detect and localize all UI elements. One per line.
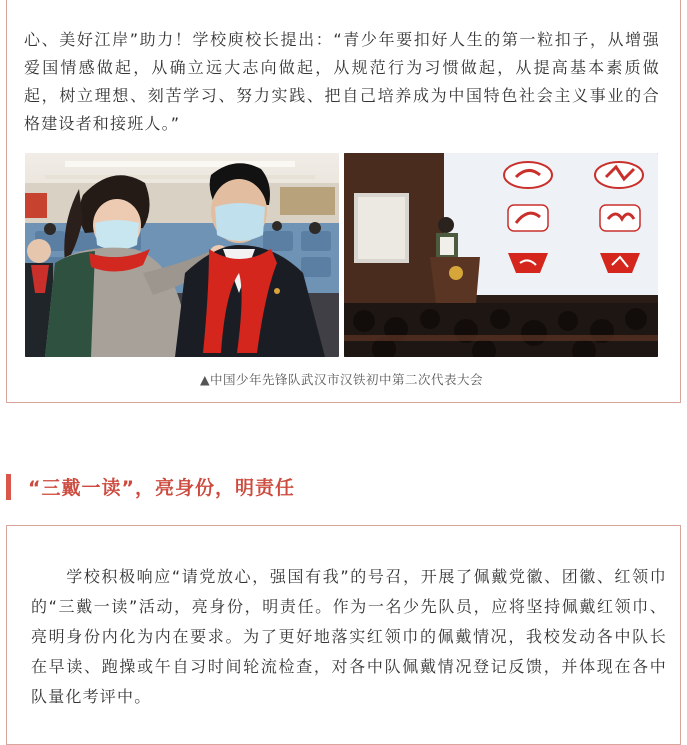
photo-caption: ▲中国少年先锋队武汉市汉铁初中第二次代表大会 <box>199 372 484 387</box>
photo-red-scarf-ceremony-image <box>25 153 339 357</box>
intro-paragraph: 心、美好江岸”助力！学校庾校长提出：“青少年要扣好人生的第一粒扣子，从增强爱国情感做起，从确立远大志向做起，从规范行为习惯做起，从提高基本素质做起，树立理想、刻苦学习、努力实践、把自己培养成为中国特色社会主义事业的合格建设者和接班人。” <box>24 30 660 133</box>
photo-assembly-projection[interactable] <box>344 153 658 357</box>
photo-red-scarf-ceremony[interactable] <box>25 153 339 357</box>
section-heading <box>6 472 681 502</box>
article-card-bottom <box>6 525 681 745</box>
photo-assembly-projection-image <box>344 153 658 357</box>
section-heading-text: “三戴一读”，亮身份，明责任 <box>28 477 295 499</box>
heading-accent-bar <box>6 474 11 500</box>
section-paragraph: 学校积极响应“请党放心，强国有我”的号召，开展了佩戴党徽、团徽、红领巾的“三戴一读”活动，亮身份，明责任。作为一名少先队员，应将坚持佩戴红领巾、亮明身份内化为内在要求。为了更好地落实红领巾的佩戴情况，我校发动各中队长在早读、跑操或午自习时间轮流检查，对各中队佩戴情况登记反馈，并体现在各中队量化考评中。 <box>31 567 667 706</box>
